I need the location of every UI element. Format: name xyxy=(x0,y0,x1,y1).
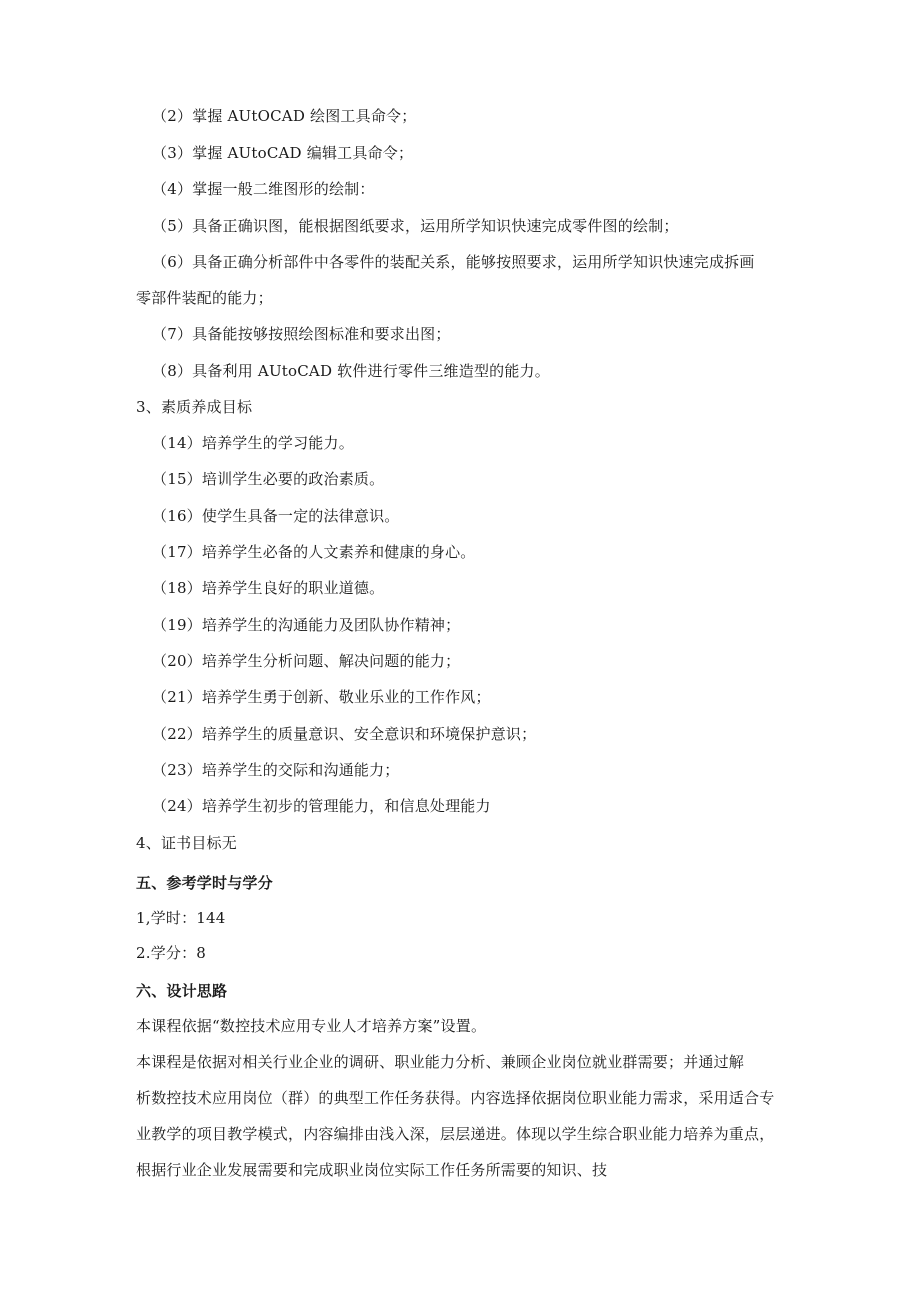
study-hours: 1,学时：144 xyxy=(136,909,226,927)
skill-item-4: （4）掌握一般二维图形的绘制： xyxy=(152,180,375,198)
quality-item-19: （19）培养学生的沟通能力及团队协作精神； xyxy=(152,616,461,634)
skill-item-7: （7）具备能按够按照绘图标准和要求出图； xyxy=(152,325,451,343)
section-6-title: 六、设计思路 xyxy=(136,982,228,1000)
design-paragraph-2-line-4: 根据行业企业发展需要和完成职业岗位实际工作任务所需要的知识、技 xyxy=(136,1161,608,1179)
quality-item-18: （18）培养学生良好的职业道德。 xyxy=(152,579,385,597)
skill-item-3: （3）掌握 AUtoCAD 编辑工具命令； xyxy=(152,144,414,162)
design-paragraph-1: 本课程依据“数控技术应用专业人才培养方案”设置。 xyxy=(136,1017,487,1035)
design-paragraph-2-line-2: 析数控技术应用岗位（群）的典型工作任务获得。内容选择依据岗位职业能力需求，采用适合专 xyxy=(136,1089,775,1107)
study-credits: 2.学分：8 xyxy=(136,944,207,962)
quality-item-20: （20）培养学生分析问题、解决问题的能力； xyxy=(152,652,461,670)
quality-item-24: （24）培养学生初步的管理能力，和信息处理能力 xyxy=(152,797,491,815)
skill-item-2: （2）掌握 AUtOCAD 绘图工具命令； xyxy=(152,107,417,125)
skill-item-5: （5）具备正确识图，能根据图纸要求，运用所学知识快速完成零件图的绘制； xyxy=(152,217,679,235)
quality-item-16: （16）使学生具备一定的法律意识。 xyxy=(152,507,400,525)
quality-item-17: （17）培养学生必备的人文素养和健康的身心。 xyxy=(152,543,476,561)
skill-item-6: （6）具备正确分析部件中各零件的装配关系，能够按照要求，运用所学知识快速完成拆画 xyxy=(152,253,755,271)
certificate-goal: 4、证书目标无 xyxy=(136,834,237,852)
quality-item-23: （23）培养学生的交际和沟通能力； xyxy=(152,761,400,779)
quality-item-15: （15）培训学生必要的政治素质。 xyxy=(152,470,385,488)
quality-item-14: （14）培养学生的学习能力。 xyxy=(152,434,354,452)
section-5-title: 五、参考学时与学分 xyxy=(136,874,273,892)
skill-item-6-continued: 零部件装配的能力； xyxy=(136,289,273,307)
design-paragraph-2-line-3: 业教学的项目教学模式，内容编排由浅入深，层层递进。体现以学生综合职业能力培养为重点， xyxy=(136,1125,775,1143)
quality-item-22: （22）培养学生的质量意识、安全意识和环境保护意识； xyxy=(152,725,537,743)
skill-item-8: （8）具备利用 AUtoCAD 软件进行零件三维造型的能力。 xyxy=(152,362,550,380)
quality-section-title: 3、素质养成目标 xyxy=(136,398,253,416)
design-paragraph-2-line-1: 本课程是依据对相关行业企业的调研、职业能力分析、兼顾企业岗位就业群需要；并通过解 xyxy=(136,1053,745,1071)
quality-item-21: （21）培养学生勇于创新、敬业乐业的工作作风； xyxy=(152,688,491,706)
